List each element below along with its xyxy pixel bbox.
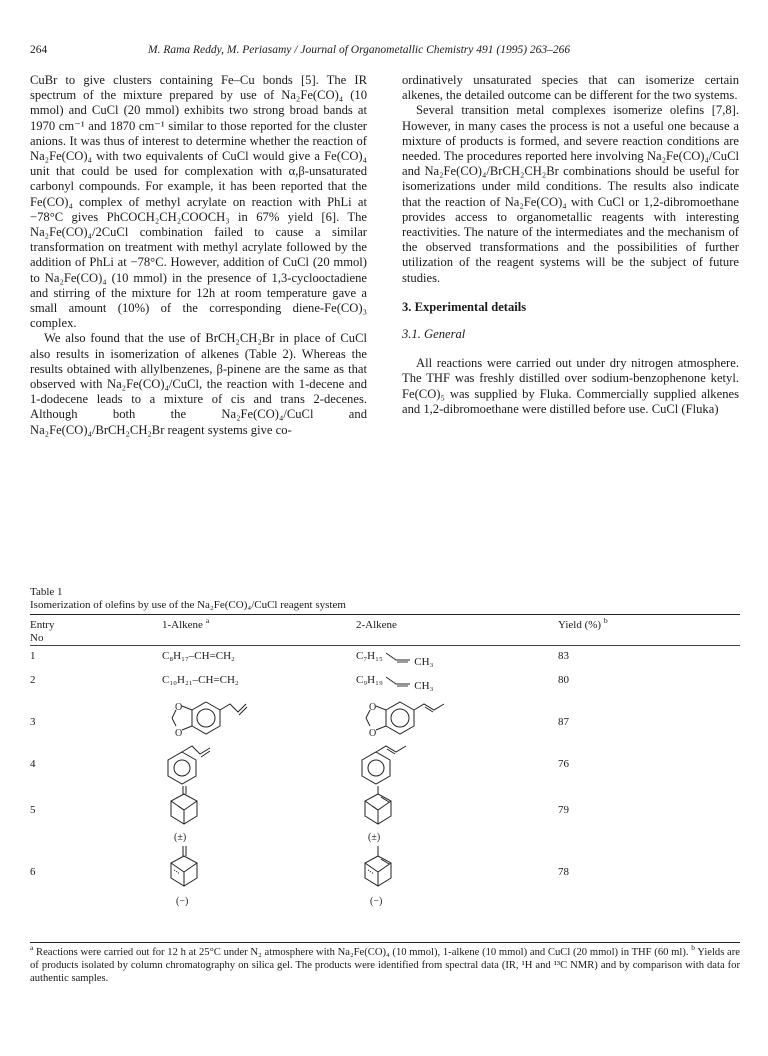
yield-value: 80 <box>558 674 569 686</box>
stereo-label: (−) <box>370 896 383 907</box>
footnote-mark: a <box>30 943 34 952</box>
alkene-2-formula: C₉H₁₉ CH₃ <box>356 674 434 692</box>
alkene-1-formula: C₁₀H₂₁–CH=CH₂ <box>162 674 239 686</box>
body-paragraph: Several transition metal complexes isomerize olefins [7,8]. However, in many cases the process is not a useful one because a mixture of products is formed, and severe reaction conditions are needed. The procedures reported here involving Na₂Fe(CO)₄/CuCl and Na₂Fe(CO)₄/BrCH₂CH₂Br combinations should be useful for isomerizations under mild conditions. The results also indicate that the reaction of Na₂Fe(CO)₄ with CuCl or 1,2-dibromoethane provides access to organometallic reagents with interesting reactivities. The nature of the intermediates and the mechanism of the observed transformations and the possibilities of further utilization of the reagent systems will be the subject of future studies. <box>402 103 739 285</box>
entry-number: 1 <box>30 650 36 662</box>
svg-text:O: O <box>369 702 377 713</box>
entry-number: 4 <box>30 758 36 770</box>
footnote-a: Reactions were carried out for 12 h at 25°C under N₂ atmosphere with Na₂Fe(CO)₄ (10 mmol), 1-alkene (10 mmol) and CuCl (20 mmol) in THF (60 ml). <box>36 947 689 958</box>
safrole-structure-icon <box>162 696 262 748</box>
running-header <box>30 44 740 60</box>
footnote-b: Yields are of products isolated by column chromatography on silica gel. The products were identified from spectral data (IR, ¹H and ¹³C NMR) and by comparison with data for authentic samples. <box>30 947 740 984</box>
entry-number: 5 <box>30 804 36 816</box>
minus-alpha-pinene-structure-icon <box>358 846 398 892</box>
allylbenzene-structure-icon <box>160 744 240 788</box>
table-bottom-rule <box>30 942 740 943</box>
body-paragraph: CuBr to give clusters containing Fe–Cu bonds [5]. The IR spectrum of the mixture prepared by use of Na₂Fe(CO)₄ (10 mmol) and CuCl (20 mmol) exhibits two strong broad bands at 1970 cm⁻¹ and 1870 cm⁻¹ similar to those reported for the cluster anions. It was thus of interest to determine whether the reaction of Na₂Fe(CO)₄ with two equivalents of CuCl would give a Fe(CO)₄ unit that could be used for complexation with α,β-unsaturated carbonyl compounds. For example, it has been reported that the Fe(CO)₄ complex of methyl acrylate on reaction with PhLi at −78°C gives PhCOCH₂CH₂COOCH₃ in 67% yield [6]. The Na₂Fe(CO)₄/2CuCl combination failed to cause a similar transformation on treatment with methyl acrylate followed by the addition of PhLi at −78°C. However, addition of CuCl (20 mmol) to Na₂Fe(CO)₄ (10 mmol) in the presence of 1,3-cyclooctadiene and stirring of the mixture for 12h at room temperature gave a small amount (10%) of the corresponding diene-Fe(CO)₃ complex. <box>30 73 367 331</box>
yield-value: 83 <box>558 650 569 662</box>
right-column <box>402 73 739 417</box>
subsection-title: 3.1. General <box>402 327 466 342</box>
stereo-label: (−) <box>176 896 189 907</box>
header-1-alkene: 1-Alkene $^a$ <box>162 616 210 631</box>
entry-number: 3 <box>30 716 36 728</box>
section-title: 3. Experimental details <box>402 299 527 314</box>
yield-value: 78 <box>558 866 569 878</box>
table-header <box>30 615 740 645</box>
page-number: 264 <box>30 44 48 56</box>
double-bond-icon <box>386 651 412 663</box>
journal-citation: M. Rama Reddy, M. Periasamy / Journal of Organometallic Chemistry 491 (1995) 263–266 <box>148 44 571 56</box>
yield-value: 76 <box>558 758 569 770</box>
table-label: Table 1 <box>30 586 63 598</box>
header-2-alkene: 2-Alkene <box>356 619 397 631</box>
beta-pinene-structure-icon <box>164 786 204 830</box>
svg-text:O: O <box>175 702 183 713</box>
alkene-2-formula: C₇H₁₅ CH₃ <box>356 650 434 668</box>
left-column <box>30 73 367 438</box>
body-paragraph: All reactions were carried out under dry nitrogen atmosphere. The THF was freshly distilled over sodium-benzophenone ketyl. Fe(CO)₅ was supplied by Fluka. Commercially supplied alkenes and 1,2-dibromoethane were distilled before use. CuCl (Fluka) <box>402 356 739 416</box>
alpha-pinene-structure-icon <box>358 786 398 830</box>
yield-value: 87 <box>558 716 569 728</box>
propenylbenzene-structure-icon <box>354 744 434 788</box>
stereo-label: (±) <box>174 832 187 843</box>
table-caption: Isomerization of olefins by use of the Na₂Fe(CO)₄/CuCl reagent system <box>30 599 346 611</box>
header-entry: Entry No <box>30 619 55 644</box>
body-paragraph: ordinatively unsaturated species that can isomerize certain alkenes, the detailed outcome can be different for the two systems. <box>402 73 739 103</box>
isosafrole-structure-icon <box>356 696 456 748</box>
entry-number: 2 <box>30 674 36 686</box>
double-bond-icon <box>386 675 412 687</box>
footnote-mark: b <box>691 943 695 952</box>
body-paragraph: We also found that the use of BrCH₂CH₂Br in place of CuCl also results in isomerization of alkenes (Table 2). Whereas the results obtained with allylbenzenes, β-pinene are the same as that observed with Na₂Fe(CO)₄/CuCl, the reaction with 1-decene and 1-dodecene leads to a mixture of cis and trans 2-decenes. Although both the Na₂Fe(CO)₄/CuCl and Na₂Fe(CO)₄/BrCH₂CH₂Br reagent systems give co- <box>30 331 367 437</box>
table-body <box>30 646 740 878</box>
svg-text:O: O <box>369 728 377 739</box>
header-yield: Yield (%) $^b$ <box>558 616 608 631</box>
yield-value: 79 <box>558 804 569 816</box>
row-6-structures <box>30 878 740 942</box>
table-footnotes <box>30 943 740 985</box>
entry-number: 6 <box>30 866 36 878</box>
stereo-label: (±) <box>368 832 381 843</box>
alkene-1-formula: C₈H₁₇–CH=CH₂ <box>162 650 235 662</box>
svg-text:O: O <box>175 728 183 739</box>
minus-beta-pinene-structure-icon <box>164 846 204 892</box>
table-1 <box>30 586 740 985</box>
